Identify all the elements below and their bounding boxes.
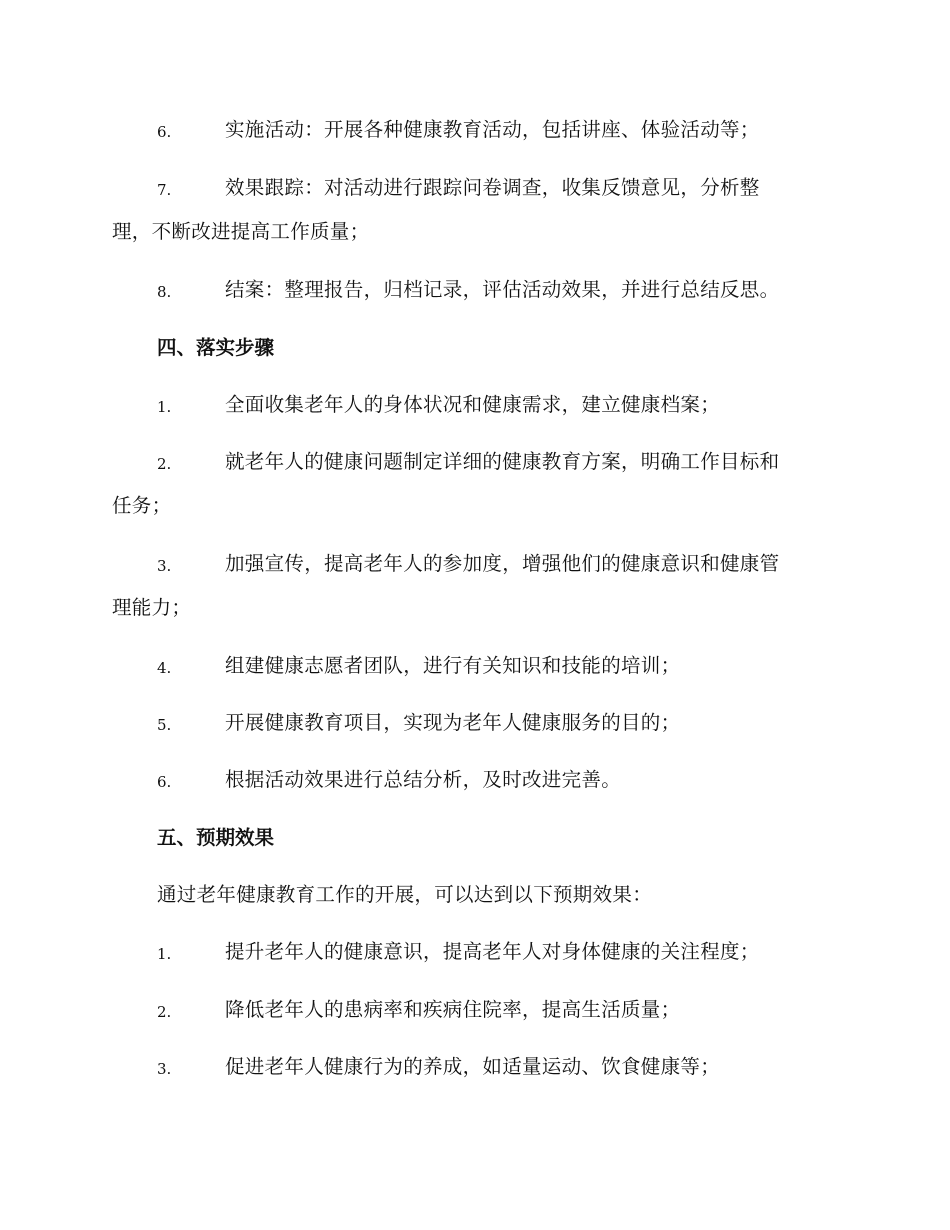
list-item-text: 提升老年人的健康意识，提高老年人对身体健康的关注程度； [225,940,760,963]
list-item-number: 4. [157,659,172,677]
list-item-number: 1. [157,398,172,416]
list-item-text: 根据活动效果进行总结分析，及时改进完善。 [225,768,622,791]
list-item-number: 8. [157,283,172,301]
list-item-number: 5. [157,716,172,734]
paragraph-text: 通过老年健康教育工作的开展，可以达到以下预期效果： [157,883,653,906]
list-item-text: 促进老年人健康行为的养成，如适量运动、饮食健康等； [225,1055,721,1078]
list-item-text-continued: 任务； [112,494,172,517]
section-heading-text: 五、预期效果 [157,826,275,849]
section-heading-text: 四、落实步骤 [157,336,275,359]
list-item-text: 效果跟踪：对活动进行跟踪问卷调查，收集反馈意见，分析整 [225,176,760,199]
list-item-text: 开展健康教育项目，实现为老年人健康服务的目的； [225,711,681,734]
list-item-text: 全面收集老年人的身体状况和健康需求，建立健康档案； [225,393,721,416]
list-item-number: 1. [157,945,172,963]
list-item-text: 加强宣传，提高老年人的参加度，增强他们的健康意识和健康管 [225,552,780,575]
list-item-number: 2. [157,1003,172,1021]
list-item-number: 3. [157,557,172,575]
list-item-number: 6. [157,123,172,141]
list-item-text-continued: 理，不断改进提高工作质量； [112,220,370,243]
list-item-text: 降低老年人的患病率和疾病住院率，提高生活质量； [225,998,681,1021]
list-item-text: 结案：整理报告，归档记录，评估活动效果，并进行总结反思。 [225,278,780,301]
list-item-text: 就老年人的健康问题制定详细的健康教育方案，明确工作目标和 [225,450,780,473]
list-item-text-continued: 理能力； [112,596,192,619]
list-item-text: 组建健康志愿者团队，进行有关知识和技能的培训； [225,654,681,677]
list-item-number: 7. [157,181,172,199]
list-item-text: 实施活动：开展各种健康教育活动，包括讲座、体验活动等； [225,118,760,141]
list-item-number: 2. [157,455,172,473]
list-item-number: 6. [157,773,172,791]
list-item-number: 3. [157,1060,172,1078]
